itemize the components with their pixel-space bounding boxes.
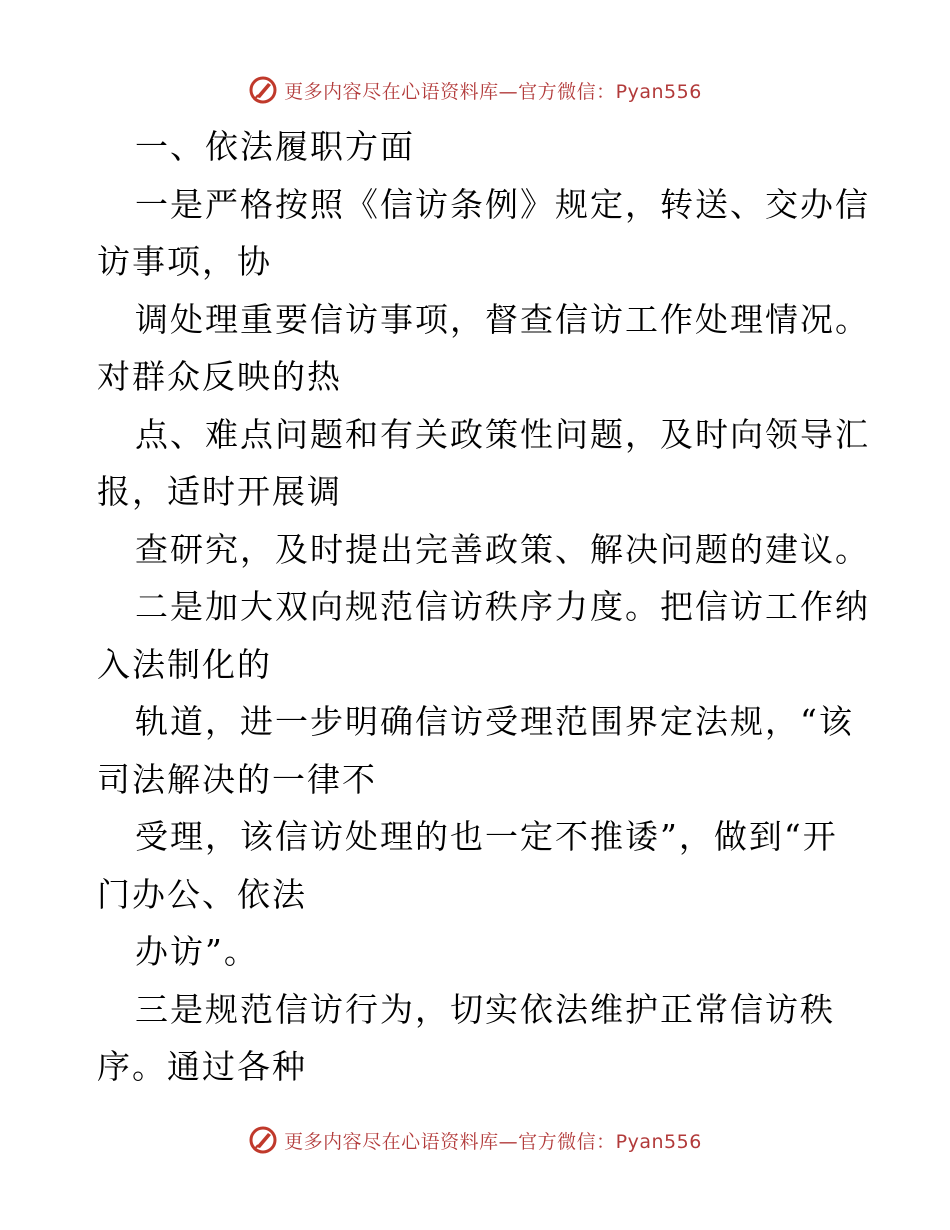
quill-circle-icon xyxy=(248,1125,278,1155)
paragraph-line: 轨道，进一步明确信访受理范围界定法规，“该 xyxy=(135,702,854,741)
paragraph-line: 入法制化的 xyxy=(97,644,272,684)
paragraph-line: 一、依法履职方面 xyxy=(135,127,415,166)
paragraph-line: 门办公、依法 xyxy=(97,874,307,914)
paragraph-line: 查研究，及时提出完善政策、解决问题的建议。 xyxy=(135,529,870,569)
paragraph-line: 报，适时开展调 xyxy=(97,472,342,511)
paragraph-line: 司法解决的一律不 xyxy=(97,759,377,799)
paragraph-line: 调处理重要信访事项，督查信访工作处理情况。 xyxy=(135,299,870,339)
paragraph-line: 二是加大双向规范信访秩序力度。把信访工作纳 xyxy=(135,587,870,626)
paragraph-line: 对群众反映的热 xyxy=(97,357,342,396)
header-banner xyxy=(0,70,950,110)
document-body xyxy=(97,118,870,1096)
paragraph-line: 办访”。 xyxy=(135,932,259,971)
paragraph-line: 访事项，协 xyxy=(97,242,272,281)
paragraph-line: 一是严格按照《信访条例》规定，转送、交办信 xyxy=(135,184,870,224)
paragraph-line: 点、难点问题和有关政策性问题，及时向领导汇 xyxy=(135,414,870,454)
quill-circle-icon xyxy=(248,75,278,105)
paragraph-line: 序。通过各种 xyxy=(97,1047,307,1086)
banner-text: 更多内容尽在心语资料库—官方微信：Pyan556 xyxy=(284,80,702,103)
footer-banner xyxy=(0,1120,950,1160)
paragraph-line: 受理，该信访处理的也一定不推诿”，做到“开 xyxy=(135,817,838,856)
paragraph-line: 三是规范信访行为，切实依法维护正常信访秩 xyxy=(135,989,835,1029)
banner-text: 更多内容尽在心语资料库—官方微信：Pyan556 xyxy=(284,1130,702,1153)
